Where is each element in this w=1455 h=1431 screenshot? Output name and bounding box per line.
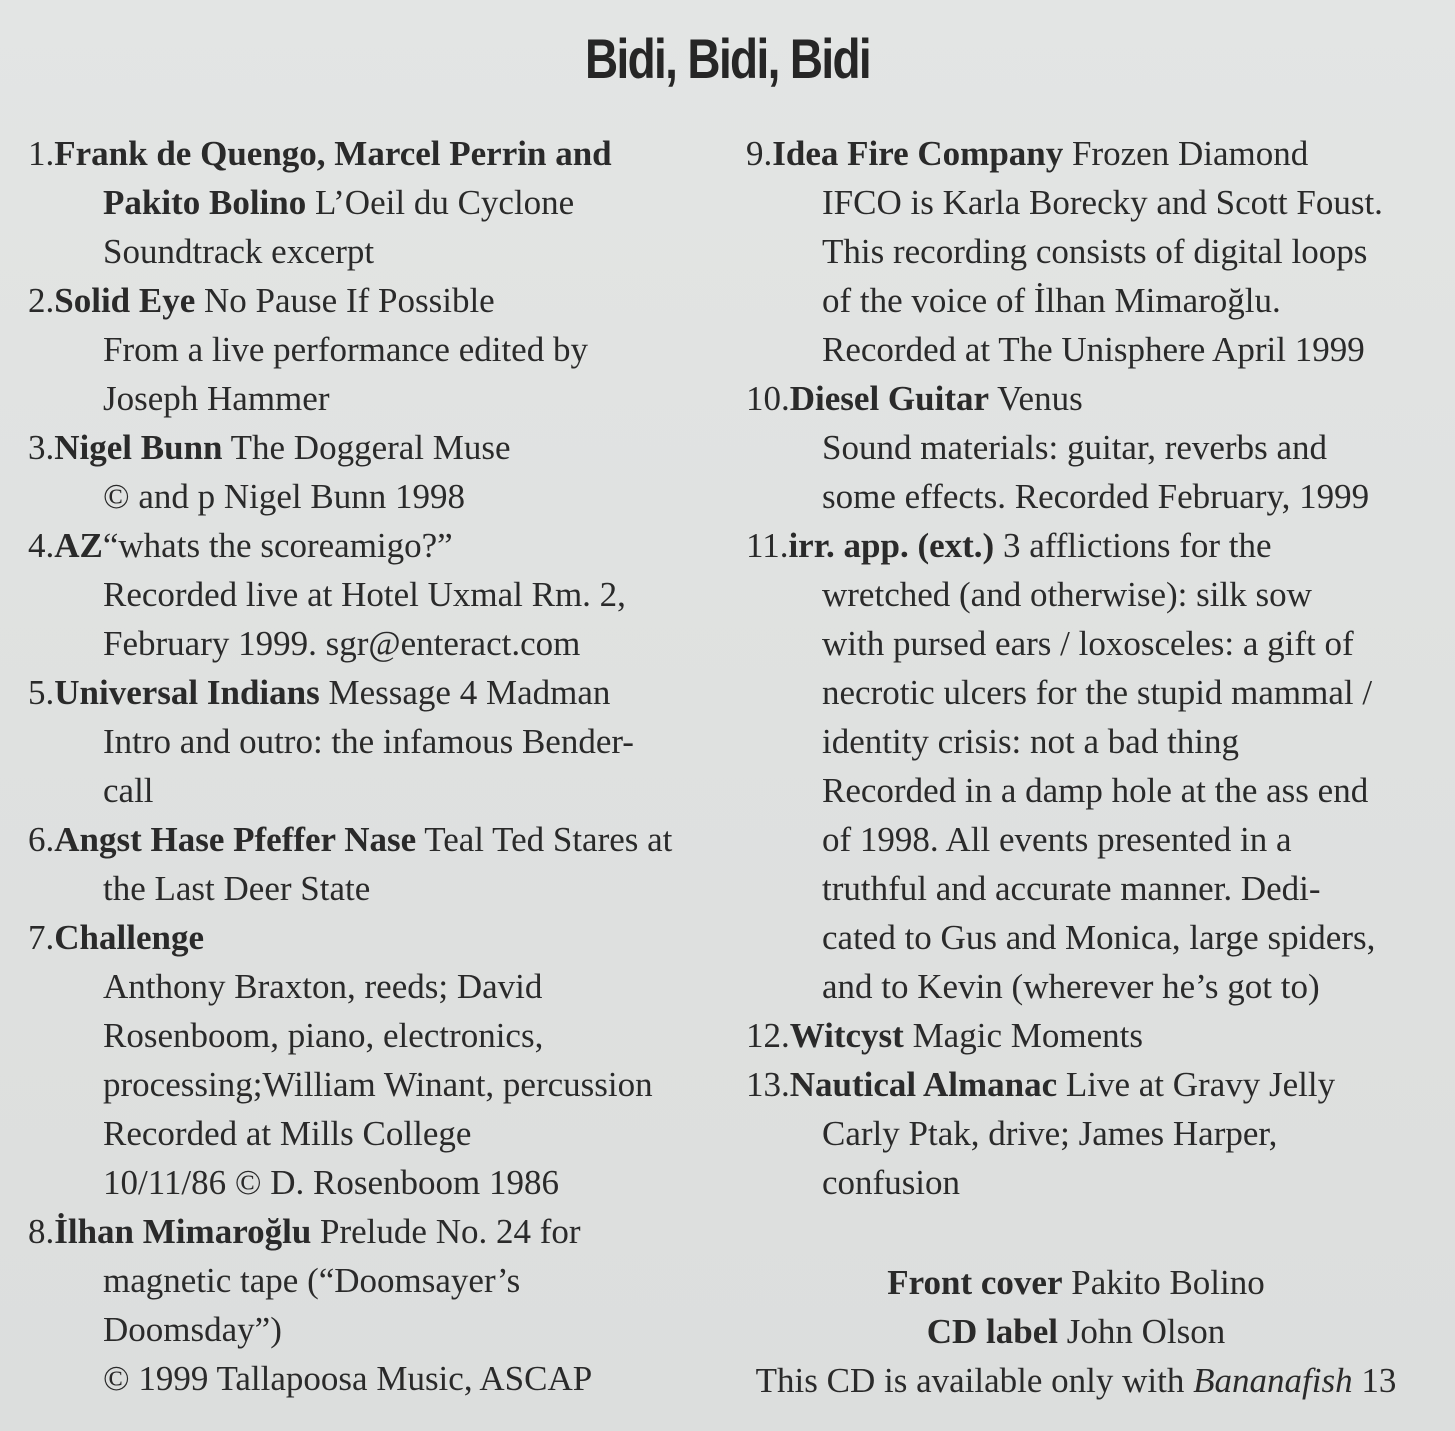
track-number: 5. [28,673,55,712]
track-note: Intro and outro: the infamous Bender- [103,722,634,761]
track-note: Recorded in a damp hole at the ass end [822,771,1369,810]
track-note: with pursed ears / loxosceles: a gift of [822,624,1354,663]
track-title: Teal Ted Stares at [424,820,673,859]
track-number: 1. [28,134,55,173]
availability-prefix: This CD is available only with [755,1361,1185,1400]
track-note: and to Kevin (wherever he’s got to) [822,967,1320,1006]
track-title: 3 afflictions for the [1002,526,1272,565]
track-artist: Idea Fire Company [772,134,1064,173]
track-title: Prelude No. 24 for [320,1212,581,1251]
track-item [28,913,728,1207]
label-credit-name: John Olson [1066,1312,1226,1351]
track-item [28,423,728,521]
track-note: Joseph Hammer [103,379,330,418]
track-note: © 1999 Tallapoosa Music, ASCAP [103,1359,593,1398]
track-note: processing;William Winant, percussion [103,1065,653,1104]
track-item [28,815,728,913]
track-list-right [746,129,1446,1207]
track-artist: Angst Hase Pfeffer Nase [54,820,417,859]
track-note: IFCO is Karla Borecky and Scott Foust. [822,183,1383,222]
track-item [28,668,728,815]
track-title: Message 4 Madman [328,673,611,712]
track-item [28,129,728,276]
label-credit-label: CD label [926,1312,1058,1351]
track-note: Recorded at The Unisphere April 1999 [822,330,1365,369]
track-artist: irr. app. (ext.) [788,526,995,565]
track-number: 8. [28,1212,55,1251]
track-note: of the voice of İlhan Mimaroğlu. [822,281,1281,320]
track-title: L’Oeil du Cyclone [314,183,575,222]
track-number: 6. [28,820,55,859]
track-number: 13. [746,1065,790,1104]
track-note: February 1999. sgr@enteract.com [103,624,581,663]
track-title: No Pause If Possible [204,281,495,320]
track-number: 12. [746,1016,790,1055]
track-note: Sound materials: guitar, reverbs and [822,428,1327,467]
track-note: This recording consists of digital loops [822,232,1368,271]
track-number: 2. [28,281,55,320]
track-number: 10. [746,379,790,418]
track-note: magnetic tape (“Doomsayer’s [103,1261,521,1300]
track-item [28,276,728,423]
track-artist: Diesel Guitar [789,379,990,418]
track-note: cated to Gus and Monica, large spiders, [822,918,1376,957]
track-artist-continued: Pakito Bolino [103,183,307,222]
track-number: 9. [746,134,773,173]
track-item [746,374,1446,521]
track-note: 10/11/86 © D. Rosenboom 1986 [103,1163,559,1202]
track-note: call [103,771,154,810]
track-note: Rosenboom, piano, electronics, [103,1016,544,1055]
track-item [28,521,728,668]
track-note: From a live performance edited by [103,330,588,369]
track-note: truthful and accurate manner. Dedi- [822,869,1321,908]
track-number: 4. [28,526,55,565]
track-item [746,1060,1446,1207]
track-title: Venus [997,379,1083,418]
track-item [746,1011,1446,1060]
track-artist: Frank de Quengo, Marcel Perrin and [54,134,612,173]
track-note: the Last Deer State [103,869,371,908]
track-item [746,129,1446,374]
availability-title: Bananafish [1193,1361,1353,1400]
page-title: Bidi, Bidi, Bidi [585,27,870,90]
track-item [28,1207,728,1403]
track-item [746,521,1446,1011]
track-note: identity crisis: not a bad thing [822,722,1240,761]
track-note: Recorded at Mills College [103,1114,472,1153]
track-number: 7. [28,918,55,957]
track-note: Anthony Braxton, reeds; David [103,967,543,1006]
track-note: necrotic ulcers for the stupid mammal / [822,673,1373,712]
track-note: Recorded live at Hotel Uxmal Rm. 2, [103,575,626,614]
track-artist: Solid Eye [54,281,196,320]
track-note: wretched (and otherwise): silk sow [822,575,1312,614]
track-artist: Nautical Almanac [789,1065,1058,1104]
track-note: Soundtrack excerpt [103,232,375,271]
track-number: 3. [28,428,55,467]
track-list-left [28,129,728,1403]
track-title: Frozen Diamond [1072,134,1309,173]
track-artist: Universal Indians [54,673,320,712]
track-note: of 1998. All events presented in a [822,820,1292,859]
track-note: some effects. Recorded February, 1999 [822,477,1370,516]
track-title: The Doggeral Muse [230,428,511,467]
track-artist: AZ [54,526,103,565]
track-number: 11. [746,526,789,565]
cover-credit [746,1258,1406,1307]
track-artist: Witcyst [789,1016,904,1055]
track-title: Magic Moments [912,1016,1143,1055]
availability-suffix: 13 [1361,1361,1397,1400]
track-artist: Challenge [54,918,204,957]
track-artist: Nigel Bunn [54,428,223,467]
track-note: Doomsday”) [103,1310,282,1349]
credits-block [746,1258,1406,1405]
label-credit [746,1307,1406,1356]
track-note: Carly Ptak, drive; James Harper, [822,1114,1278,1153]
track-title: Live at Gravy Jelly [1065,1065,1336,1104]
track-title: “whats the scoreamigo?” [102,526,453,565]
availability-note [746,1356,1406,1405]
track-note: © and p Nigel Bunn 1998 [103,477,465,516]
track-note: confusion [822,1163,961,1202]
track-artist: İlhan Mimaroğlu [54,1212,312,1251]
cover-credit-name: Pakito Bolino [1071,1263,1265,1302]
cover-credit-label: Front cover [887,1263,1063,1302]
